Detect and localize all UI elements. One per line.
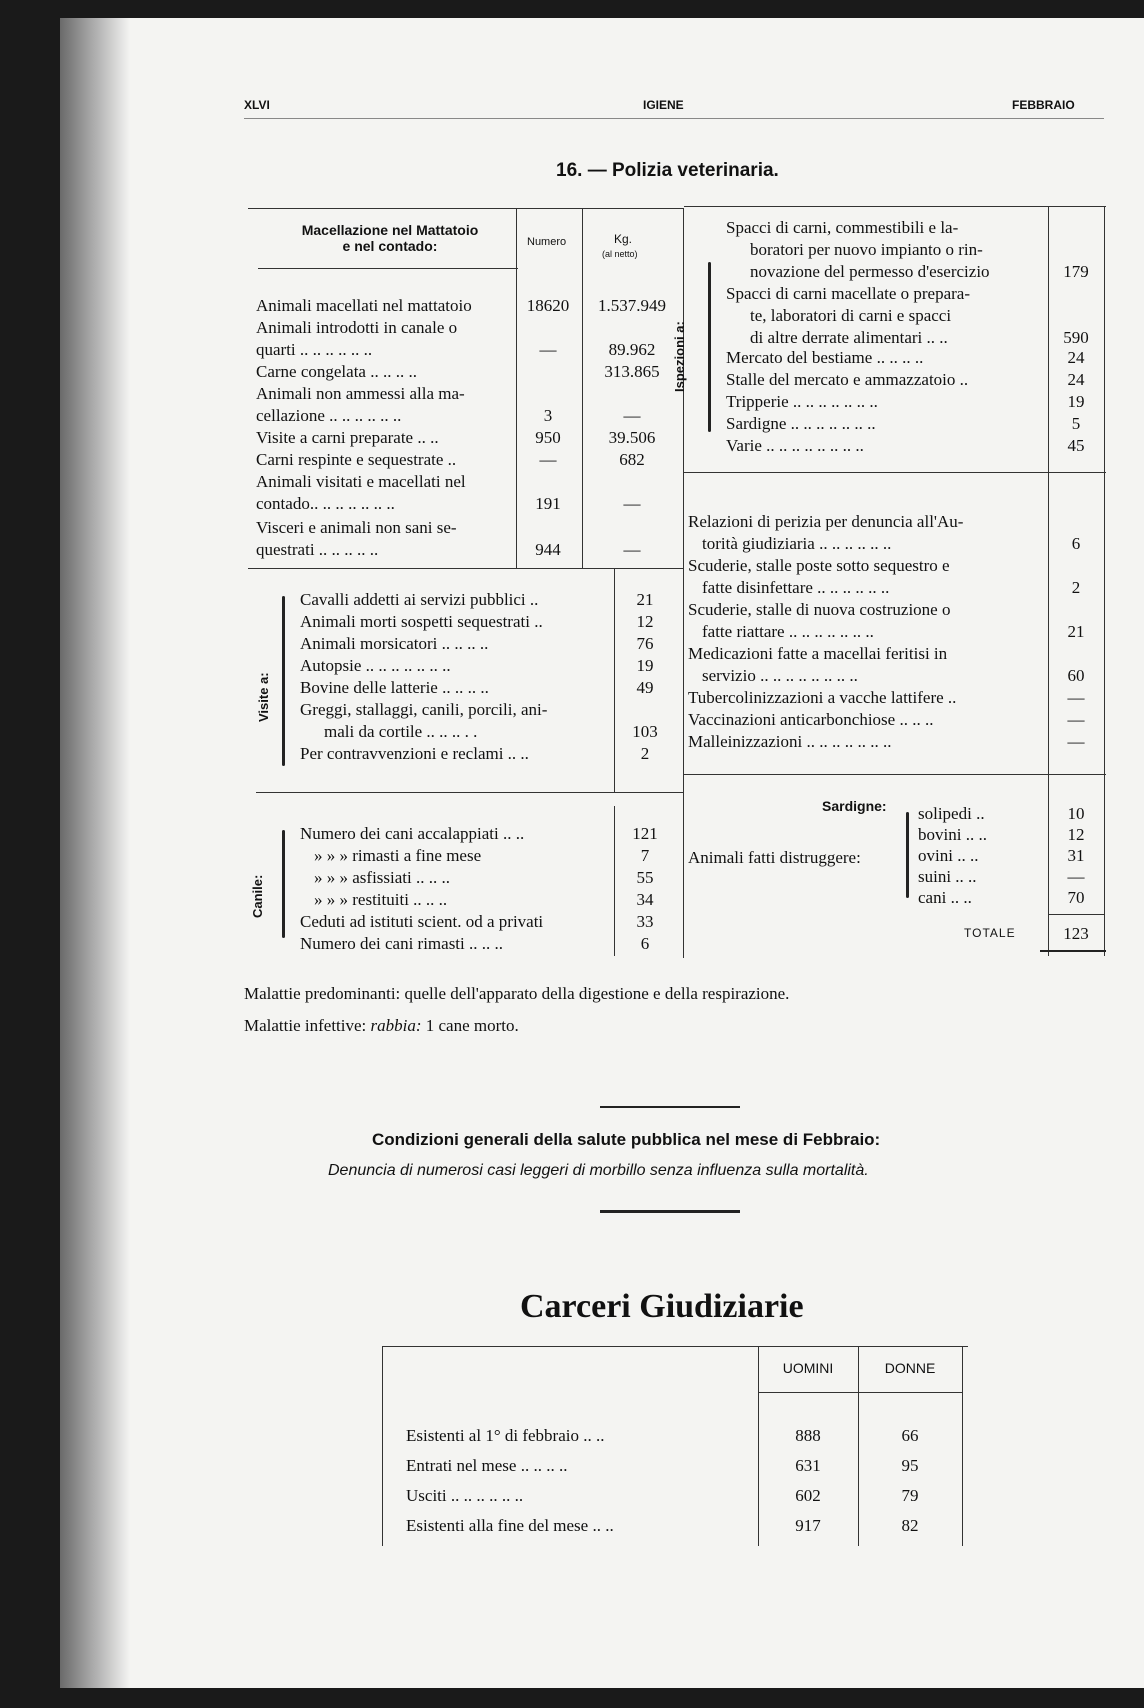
table-row: Carne congelata .. .. .. .. — [256, 362, 417, 381]
table-row: Animali macellati nel mattatoio — [256, 296, 472, 315]
condizioni-title: Condizioni generali della salute pubblica nel mese di Febbraio: — [372, 1130, 881, 1149]
table-row: Esistenti al 1° di febbraio .. .. — [406, 1426, 605, 1445]
table-row: Entrati nel mese .. .. .. .. — [406, 1456, 568, 1475]
list-item: ovini .. .. — [918, 846, 979, 865]
sardigne-brace — [906, 812, 909, 898]
list-item: Tubercolinizzazioni a vacche lattifere .. — [688, 688, 957, 707]
macellazione-title: Macellazione nel Mattatoio e nel contado: — [301, 222, 479, 254]
divider — [600, 1106, 740, 1108]
section-title: 16. — Polizia veterinaria. — [556, 160, 779, 181]
total-label: TOTALE — [964, 926, 1016, 940]
list-item: Vaccinazioni anticarbonchiose .. .. .. — [688, 710, 934, 729]
list-item: Scuderie, stalle di nuova costruzione o — [688, 600, 951, 619]
list-item: Animali morsicatori .. .. .. .. — [300, 634, 489, 653]
list-item: Cavalli addetti ai servizi pubblici .. — [300, 590, 539, 609]
ispezioni-brace — [708, 262, 711, 432]
list-item: Greggi, stallaggi, canili, porcili, ani- — [300, 700, 548, 719]
list-item: Sardigne .. .. .. .. .. .. .. — [726, 414, 876, 433]
list-item: Autopsie .. .. .. .. .. .. .. — [300, 656, 451, 675]
col-numero: Numero — [527, 236, 567, 248]
list-item: suini .. .. — [918, 867, 977, 886]
col-kg: Kg. — [614, 232, 633, 246]
list-item: Relazioni di perizia per denuncia all'Au- — [688, 512, 964, 531]
table-row: Visceri e animali non sani se- — [256, 518, 457, 537]
col-donne: DONNE — [884, 1360, 936, 1376]
canile-side-label: Canile: — [250, 874, 265, 918]
total-value: 123 — [1063, 924, 1089, 943]
carceri-title: Carceri Giudiziarie — [520, 1288, 804, 1325]
sardigne-title: Sardigne: — [822, 798, 887, 814]
list-item: bovini .. .. — [918, 825, 987, 844]
list-item: Ceduti ad istituti scient. od a privati — [300, 912, 544, 931]
list-item: Mercato del bestiame .. .. .. .. — [726, 348, 924, 367]
table-row: Animali non ammessi alla ma- — [256, 384, 465, 403]
col-kg-sub: (al netto) — [602, 249, 638, 259]
table-row: Animali visitati e macellati nel — [256, 472, 466, 491]
table-row: Visite a carni preparate .. .. — [256, 428, 439, 447]
divider — [600, 1210, 740, 1213]
canile-brace — [282, 830, 285, 938]
table-row: Usciti .. .. .. .. .. .. — [406, 1486, 524, 1505]
list-item: Medicazioni fatte a macellai feritisi in — [688, 644, 948, 663]
header-page-number: XLVI — [244, 98, 270, 112]
visite-brace — [282, 596, 285, 766]
sardigne-main-label: Animali fatti distruggere: — [688, 848, 861, 867]
col-uomini: UOMINI — [782, 1360, 834, 1376]
table-row: Carni respinte e sequestrate .. — [256, 450, 457, 469]
list-item: Malleinizzazioni .. .. .. .. .. .. .. — [688, 732, 892, 751]
list-item: Numero dei cani rimasti .. .. .. — [300, 934, 504, 953]
header-section: IGIENE — [643, 98, 684, 112]
condizioni-text: Denuncia di numerosi casi leggeri di morbillo senza influenza sulla mortalità. — [328, 1162, 869, 1179]
list-item: Numero dei cani accalappiati .. .. — [300, 824, 525, 843]
list-item: solipedi .. — [918, 804, 985, 823]
ispezioni-side-label: Ispezioni a: — [672, 321, 687, 392]
list-item: Animali morti sospetti sequestrati .. — [300, 612, 543, 631]
list-item: Stalle del mercato e ammazzatoio .. — [726, 370, 969, 389]
table-top-rule — [248, 208, 684, 209]
malattie-predominanti: Malattie predominanti: quelle dell'apparato della digestione e della respirazione. — [244, 984, 790, 1003]
list-item: » » » restituiti .. .. .. — [314, 890, 448, 909]
list-item: » » » asfissiati .. .. .. — [314, 868, 450, 887]
header-rule — [244, 118, 1104, 119]
list-item: » » » rimasti a fine mese — [314, 846, 482, 865]
header-month: FEBBRAIO — [1012, 98, 1075, 112]
list-item: Varie .. .. .. .. .. .. .. .. — [726, 436, 864, 455]
table-row: Esistenti alla fine del mese .. .. — [406, 1516, 614, 1535]
list-item: Scuderie, stalle poste sotto sequestro e — [688, 556, 950, 575]
visite-side-label: Visite a: — [256, 672, 271, 722]
list-item: Tripperie .. .. .. .. .. .. .. — [726, 392, 878, 411]
list-item: Spacci di carni macellate o prepara- — [726, 284, 971, 303]
list-item: Bovine delle latterie .. .. .. .. — [300, 678, 489, 697]
malattie-infettive: Malattie infettive: rabbia: 1 cane morto. — [244, 1016, 519, 1035]
list-item: cani .. .. — [918, 888, 972, 907]
list-item: Per contravvenzioni e reclami .. .. — [300, 744, 529, 763]
list-item: Spacci di carni, commestibili e la- — [726, 218, 959, 237]
scan-edge — [60, 18, 130, 1688]
table-row: Animali introdotti in canale o — [256, 318, 458, 337]
